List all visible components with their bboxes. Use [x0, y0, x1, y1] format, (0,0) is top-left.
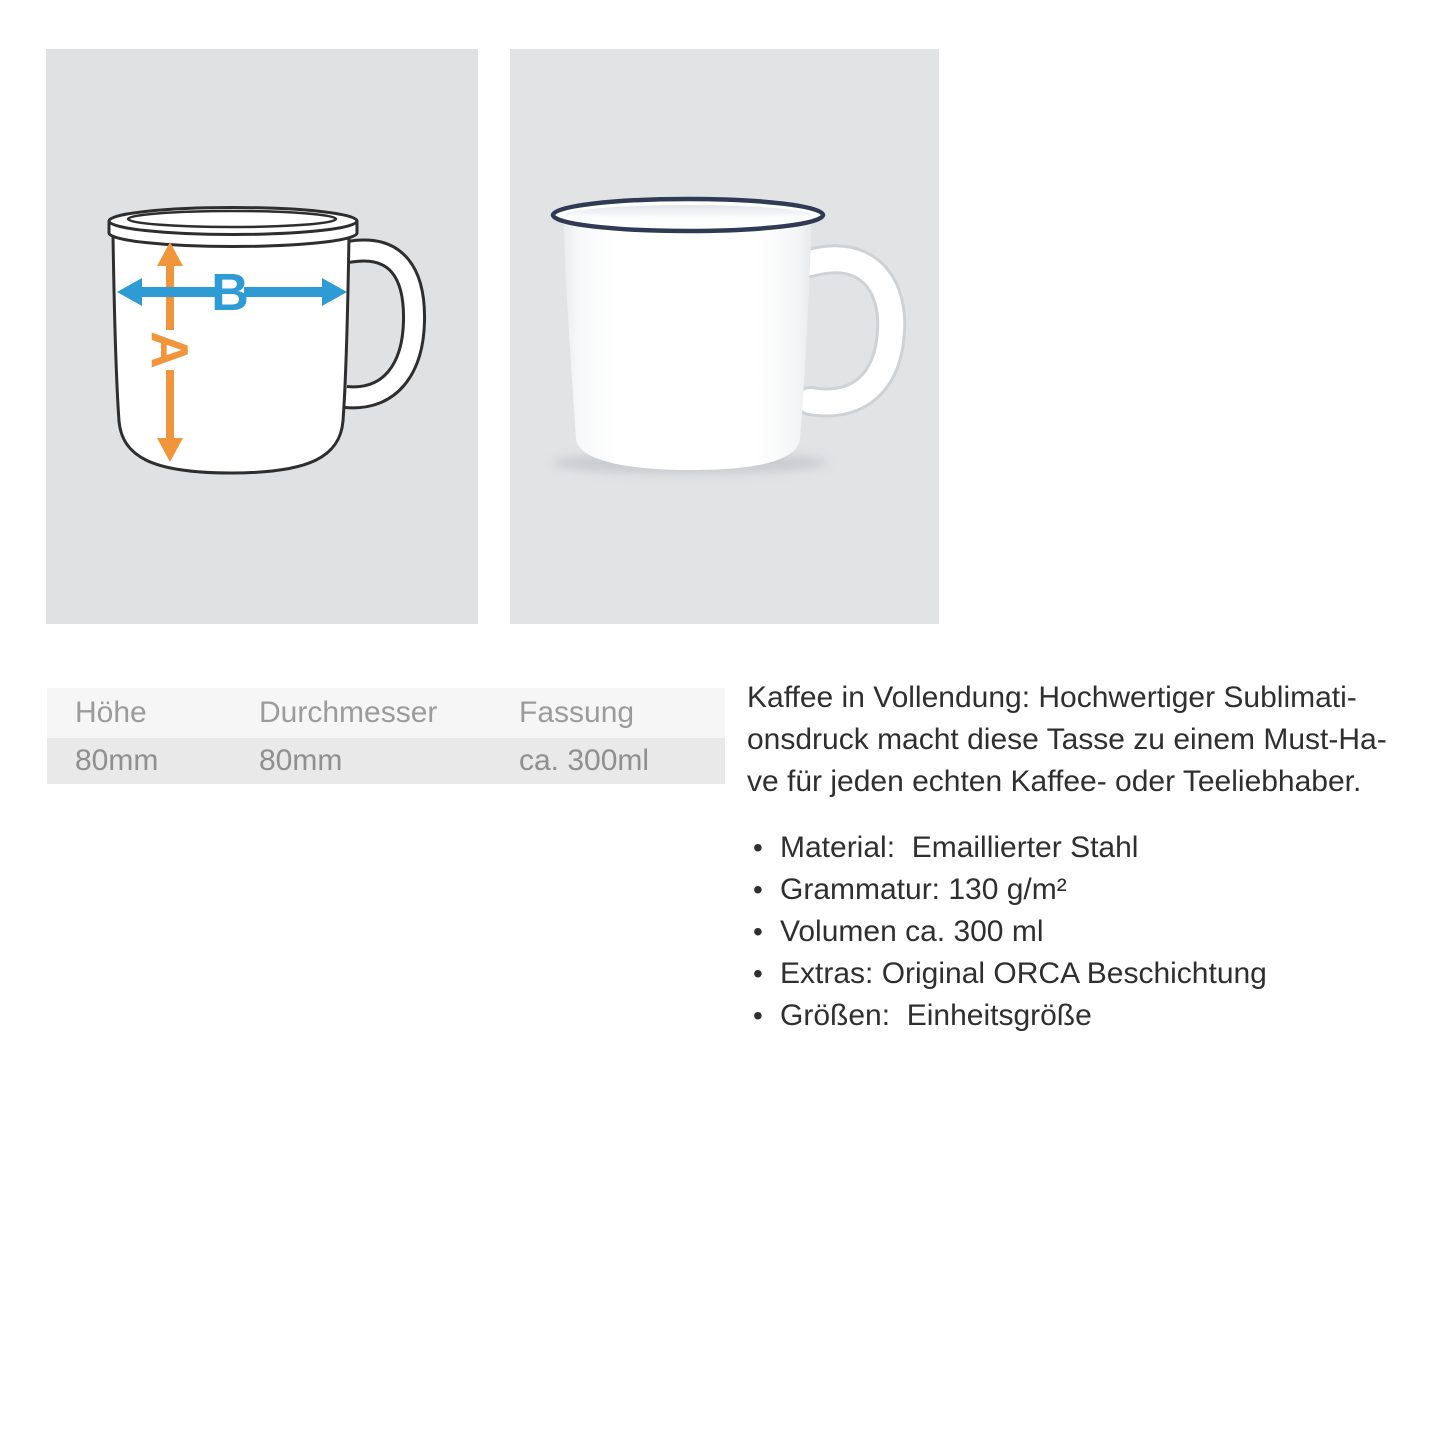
feature-groessen: Größen: Einheitsgröße	[780, 999, 1092, 1032]
size-diagram-panel	[46, 49, 478, 624]
photo-mug-handle-fill	[810, 259, 891, 402]
size-table-header-durchmesser: Durchmesser	[259, 696, 438, 729]
dimension-label-b: B	[211, 264, 249, 322]
dimension-label-a: A	[140, 331, 198, 369]
enamel-mug-photo	[510, 49, 939, 624]
bullet-icon: •	[753, 874, 763, 905]
size-table	[47, 688, 725, 784]
mug-rim-inner	[128, 211, 336, 227]
size-value-durchmesser: 80mm	[259, 744, 343, 777]
size-table-header-fassung: Fassung	[519, 696, 635, 729]
description-line: Kaffee in Vollendung: Hochwertiger Sublimati-	[747, 681, 1357, 714]
photo-mug-body	[563, 211, 812, 470]
bullet-icon: •	[753, 958, 763, 989]
list-item	[747, 827, 1427, 869]
description-line: onsdruck macht diese Tasse zu einem Must-Ha-	[747, 723, 1387, 756]
bullet-icon: •	[753, 1000, 763, 1031]
feature-volumen: Volumen ca. 300 ml	[780, 915, 1044, 948]
description-line: ve für jeden echten Kaffee- oder Teeliebhaber.	[747, 765, 1362, 798]
product-description	[747, 677, 1427, 1037]
size-table-header-row	[47, 688, 725, 738]
size-value-hoehe: 80mm	[75, 744, 159, 777]
list-item	[747, 869, 1427, 911]
product-feature-list	[747, 827, 1427, 1037]
size-table-header-hoehe: Höhe	[75, 696, 147, 729]
description-paragraph	[747, 677, 1427, 803]
size-table-value-row	[47, 738, 725, 784]
feature-material: Material: Emaillierter Stahl	[780, 831, 1139, 864]
bullet-icon: •	[753, 916, 763, 947]
photo-mug-mouth	[562, 205, 814, 227]
list-item	[747, 953, 1427, 995]
list-item	[747, 911, 1427, 953]
bullet-icon: •	[753, 832, 763, 863]
mug-dimension-diagram	[46, 49, 478, 624]
size-value-fassung: ca. 300ml	[519, 744, 650, 777]
feature-extras: Extras: Original ORCA Beschichtung	[780, 957, 1267, 990]
feature-grammatur: Grammatur: 130 g/m²	[780, 873, 1067, 906]
list-item	[747, 995, 1427, 1037]
product-photo-panel	[510, 49, 939, 624]
